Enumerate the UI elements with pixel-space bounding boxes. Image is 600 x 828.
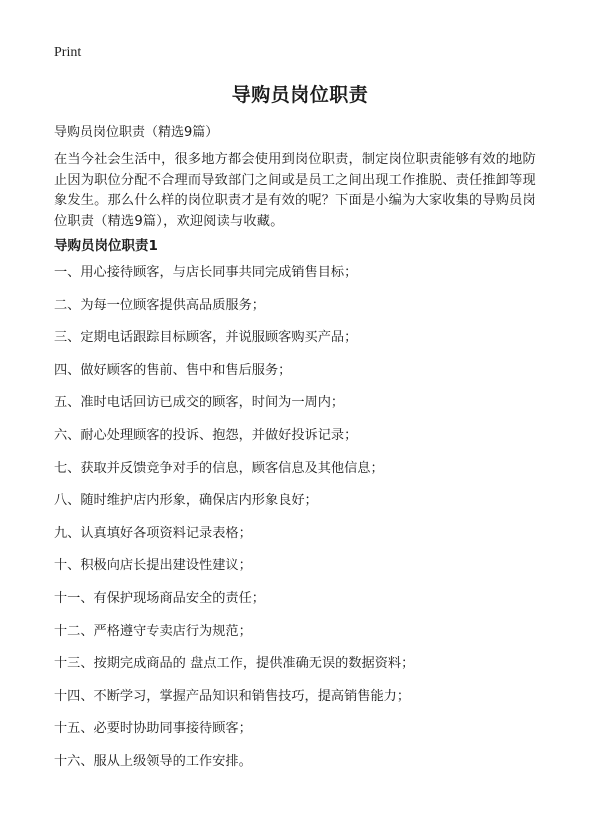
duty-list <box>54 263 554 785</box>
duty-item: 四、做好顾客的售前、售中和售后服务； <box>54 362 292 378</box>
duty-item: 七、获取并反馈竞争对手的信息，顾客信息及其他信息； <box>54 460 384 476</box>
duty-item: 五、准时电话回访已成交的顾客，时间为一周内； <box>54 395 345 411</box>
page-title: 导购员岗位职责 <box>231 84 369 106</box>
intro-paragraph: 在当今社会生活中，很多地方都会使用到岗位职责，制定岗位职责能够有效的地防止因为职位分配不合理而导致部门之间或是员工之间出现工作推脱、责任推卸等现象发生。那么什么样的岗位职责才是有效的呢？下面是小编为大家收集的导购员岗位职责（精选9篇），欢迎阅读与收藏。 <box>54 152 536 229</box>
duty-item: 十五、必要时协助同事接待顾客； <box>54 721 252 737</box>
duty-item: 六、耐心处理顾客的投诉、抱怨，并做好投诉记录； <box>54 427 358 443</box>
duty-item: 十四、不断学习，掌握产品知识和销售技巧，提高销售能力； <box>54 688 411 704</box>
print-link[interactable]: Print <box>54 45 82 60</box>
duty-item: 二、为每一位顾客提供高品质服务； <box>54 297 265 313</box>
duty-item: 一、用心接待顾客，与店长同事共同完成销售目标； <box>54 265 358 280</box>
duty-item: 十、积极向店长提出建设性建议； <box>54 558 252 574</box>
duty-item: 八、随时维护店内形象，确保店内形象良好； <box>54 493 318 509</box>
duty-item: 十六、服从上级领导的工作安排。 <box>54 753 252 769</box>
duty-item: 十一、有保护现场商品安全的责任； <box>54 590 265 606</box>
duty-item: 十二、严格遵守专卖店行为规范； <box>54 623 252 639</box>
duty-item: 三、定期电话跟踪目标顾客，并说服顾客购买产品； <box>54 330 358 346</box>
document-subtitle: 导购员岗位职责（精选9篇） <box>54 125 219 140</box>
duty-item: 十三、按期完成商品的 盘点工作，提供准确无误的数据资料； <box>54 656 415 672</box>
duty-item: 九、认真填好各项资料记录表格； <box>54 525 252 541</box>
section-heading: 导购员岗位职责1 <box>54 238 158 254</box>
